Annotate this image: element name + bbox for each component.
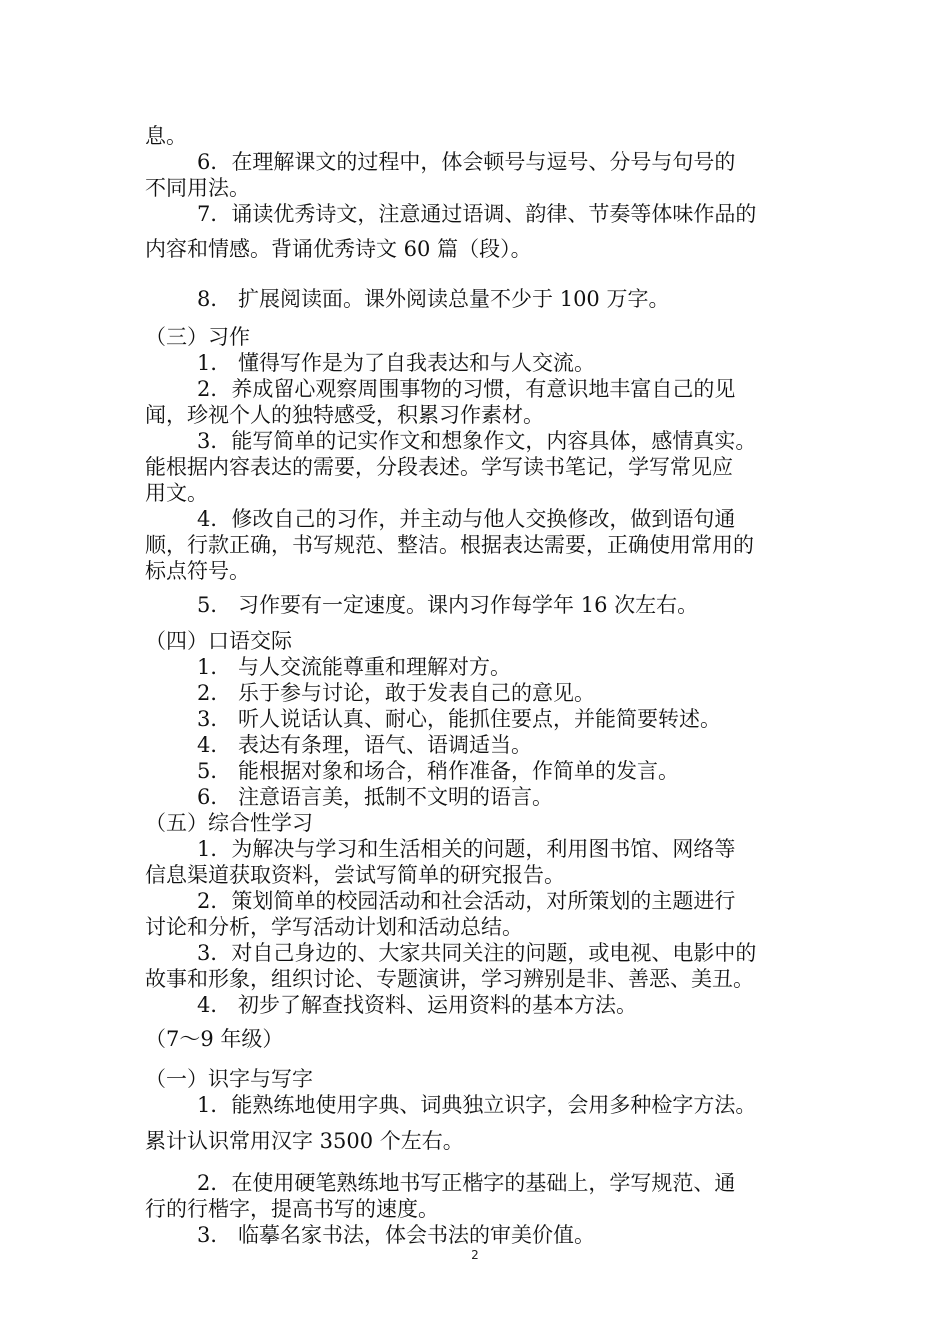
text-line: 6．在理解课文的过程中，体会顿号与逗号、分号与句号的 [197,150,736,174]
text-line: 顺，行款正确，书写规范、整洁。根据表达需要，正确使用常用的 [145,533,754,557]
text-line: 1．为解决与学习和生活相关的问题，利用图书馆、网络等 [197,837,736,861]
text-line: 3． 听人说话认真、耐心，能抓住要点，并能简要转述。 [197,707,722,731]
text-line: 内容和情感。背诵优秀诗文 60 篇（段）。 [145,237,532,261]
text-line: 闻，珍视个人的独特感受，积累习作素材。 [145,403,544,427]
text-line: 1． 与人交流能尊重和理解对方。 [197,655,512,679]
text-line: 5． 能根据对象和场合，稍作准备，作简单的发言。 [197,759,680,783]
text-line: 1．能熟练地使用字典、词典独立识字，会用多种检字方法。 [197,1093,757,1117]
text-line: 累计认识常用汉字 3500 个左右。 [145,1129,464,1153]
text-line: 6． 注意语言美，抵制不文明的语言。 [197,785,554,809]
text-line: 3． 临摹名家书法，体会书法的审美价值。 [197,1223,596,1247]
text-line: 信息渠道获取资料，尝试写简单的研究报告。 [145,863,565,887]
text-line: 8． 扩展阅读面。课外阅读总量不少于 100 万字。 [197,287,670,311]
text-line: 讨论和分析，学写活动计划和活动总结。 [145,915,523,939]
text-line: 4．修改自己的习作，并主动与他人交换修改，做到语句通 [197,507,736,531]
text-line: 5． 习作要有一定速度。课内习作每学年 16 次左右。 [197,593,699,617]
text-line: 2． 乐于参与讨论，敢于发表自己的意见。 [197,681,596,705]
text-line: 行的行楷字，提高书写的速度。 [145,1197,439,1221]
text-line: 2．养成留心观察周围事物的习惯，有意识地丰富自己的见 [197,377,736,401]
text-line: 能根据内容表达的需要，分段表述。学写读书笔记，学写常见应 [145,455,733,479]
text-line: 4． 表达有条理，语气、语调适当。 [197,733,533,757]
text-line: 4． 初步了解查找资料、运用资料的基本方法。 [197,993,638,1017]
text-line: 2．策划简单的校园活动和社会活动，对所策划的主题进行 [197,889,736,913]
text-line: 2．在使用硬笔熟练地书写正楷字的基础上，学写规范、通 [197,1171,736,1195]
section-heading: （一）识字与写字 [145,1067,313,1091]
text-line: 3．对自己身边的、大家共同关注的问题，或电视、电影中的 [197,941,757,965]
section-heading: （四）口语交际 [145,629,292,653]
section-heading: （三）习作 [145,325,250,349]
page-number: 2 [471,1248,479,1262]
text-line: 7．诵读优秀诗文，注意通过语调、韵律、节奏等体味作品的 [197,202,757,226]
text-line: 故事和形象，组织讨论、专题演讲，学习辨别是非、善恶、美丑。 [145,967,754,991]
text-line: 用文。 [145,481,208,505]
text-line: 息。 [145,124,187,148]
text-line: 标点符号。 [145,559,250,583]
text-line: 1． 懂得写作是为了自我表达和与人交流。 [197,351,596,375]
text-line: 3．能写简单的记实作文和想象作文，内容具体，感情真实。 [197,429,757,453]
grade-heading: （7～9 年级） [145,1027,284,1051]
section-heading: （五）综合性学习 [145,811,313,835]
text-line: 不同用法。 [145,176,250,200]
